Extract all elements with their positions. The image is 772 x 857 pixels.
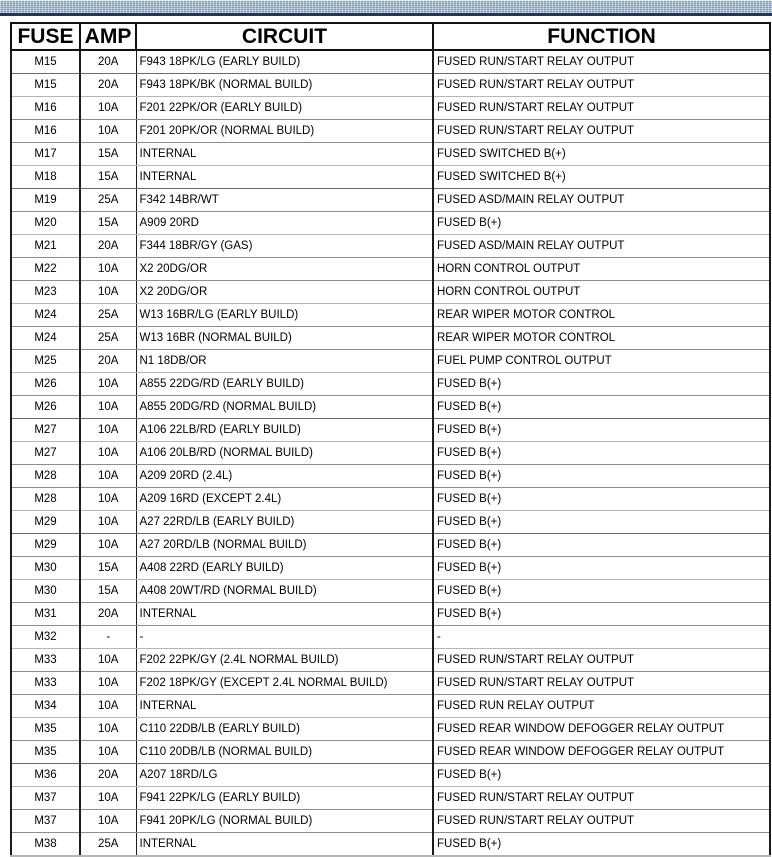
cell-function: FUSED SWITCHED B(+) <box>433 143 770 166</box>
cell-amp: 10A <box>80 488 136 511</box>
cell-amp: 10A <box>80 97 136 120</box>
cell-amp: 15A <box>80 557 136 580</box>
table-row <box>11 557 770 580</box>
cell-function: FUSED RUN/START RELAY OUTPUT <box>433 810 770 833</box>
cell-fuse: M27 <box>11 442 80 465</box>
cell-function: FUSED B(+) <box>433 488 770 511</box>
cell-amp: - <box>80 626 136 649</box>
table-row <box>11 465 770 488</box>
cell-circuit: A106 20LB/RD (NORMAL BUILD) <box>136 442 433 465</box>
cell-function: FUSED B(+) <box>433 396 770 419</box>
table-row <box>11 442 770 465</box>
cell-function: REAR WIPER MOTOR CONTROL <box>433 304 770 327</box>
banner-top-highlight <box>0 0 772 1</box>
table-row <box>11 511 770 534</box>
cell-function: FUSED REAR WINDOW DEFOGGER RELAY OUTPUT <box>433 741 770 764</box>
cell-amp: 10A <box>80 787 136 810</box>
cell-circuit: INTERNAL <box>136 695 433 718</box>
cell-amp: 20A <box>80 50 136 74</box>
column-header-amp: AMP <box>80 23 136 50</box>
cell-amp: 15A <box>80 143 136 166</box>
column-header-function: FUNCTION <box>433 23 770 50</box>
cell-fuse: M15 <box>11 74 80 97</box>
table-row <box>11 626 770 649</box>
cell-fuse: M30 <box>11 580 80 603</box>
banner-bottom-edge <box>0 13 772 16</box>
cell-circuit: X2 20DG/OR <box>136 258 433 281</box>
cell-circuit: F941 22PK/LG (EARLY BUILD) <box>136 787 433 810</box>
cell-circuit: F201 20PK/OR (NORMAL BUILD) <box>136 120 433 143</box>
cell-circuit: INTERNAL <box>136 603 433 626</box>
table-row <box>11 603 770 626</box>
cell-circuit: A855 20DG/RD (NORMAL BUILD) <box>136 396 433 419</box>
cell-function: FUEL PUMP CONTROL OUTPUT <box>433 350 770 373</box>
cell-amp: 10A <box>80 373 136 396</box>
cell-fuse: M22 <box>11 258 80 281</box>
cell-amp: 20A <box>80 74 136 97</box>
table-row <box>11 396 770 419</box>
cell-amp: 25A <box>80 304 136 327</box>
cell-fuse: M24 <box>11 327 80 350</box>
cell-circuit: F943 18PK/LG (EARLY BUILD) <box>136 50 433 74</box>
table-row <box>11 534 770 557</box>
top-decorative-banner <box>0 0 772 16</box>
cell-circuit: C110 22DB/LB (EARLY BUILD) <box>136 718 433 741</box>
cell-fuse: M29 <box>11 534 80 557</box>
cell-function: FUSED B(+) <box>433 442 770 465</box>
cell-function: FUSED SWITCHED B(+) <box>433 166 770 189</box>
cell-circuit: A209 20RD (2.4L) <box>136 465 433 488</box>
cell-amp: 25A <box>80 189 136 212</box>
cell-fuse: M35 <box>11 741 80 764</box>
cell-fuse: M33 <box>11 649 80 672</box>
cell-circuit: INTERNAL <box>136 833 433 857</box>
table-row <box>11 810 770 833</box>
cell-fuse: M35 <box>11 718 80 741</box>
cell-fuse: M16 <box>11 120 80 143</box>
cell-circuit: F201 22PK/OR (EARLY BUILD) <box>136 97 433 120</box>
cell-amp: 20A <box>80 235 136 258</box>
cell-amp: 20A <box>80 350 136 373</box>
cell-circuit: A909 20RD <box>136 212 433 235</box>
cell-fuse: M38 <box>11 833 80 857</box>
cell-function: FUSED RUN/START RELAY OUTPUT <box>433 74 770 97</box>
cell-fuse: M17 <box>11 143 80 166</box>
cell-function: FUSED RUN/START RELAY OUTPUT <box>433 50 770 74</box>
cell-circuit: C110 20DB/LB (NORMAL BUILD) <box>136 741 433 764</box>
cell-fuse: M24 <box>11 304 80 327</box>
cell-amp: 10A <box>80 718 136 741</box>
table-row <box>11 350 770 373</box>
table-header <box>11 23 770 50</box>
cell-circuit: F342 14BR/WT <box>136 189 433 212</box>
cell-amp: 10A <box>80 281 136 304</box>
fuse-table <box>10 22 771 857</box>
cell-circuit: A408 20WT/RD (NORMAL BUILD) <box>136 580 433 603</box>
cell-function: FUSED B(+) <box>433 603 770 626</box>
cell-amp: 10A <box>80 465 136 488</box>
table-row <box>11 764 770 787</box>
cell-fuse: M27 <box>11 419 80 442</box>
cell-function: FUSED B(+) <box>433 212 770 235</box>
table-row <box>11 74 770 97</box>
cell-amp: 20A <box>80 764 136 787</box>
cell-function: FUSED ASD/MAIN RELAY OUTPUT <box>433 235 770 258</box>
cell-function: FUSED ASD/MAIN RELAY OUTPUT <box>433 189 770 212</box>
table-row <box>11 120 770 143</box>
table-row <box>11 672 770 695</box>
cell-function: FUSED B(+) <box>433 580 770 603</box>
banner-blue-band <box>0 0 772 13</box>
cell-circuit: A855 22DG/RD (EARLY BUILD) <box>136 373 433 396</box>
cell-function: FUSED RUN/START RELAY OUTPUT <box>433 649 770 672</box>
cell-fuse: M37 <box>11 787 80 810</box>
table-body <box>11 50 770 856</box>
fuse-table-container <box>10 22 745 857</box>
cell-fuse: M25 <box>11 350 80 373</box>
cell-amp: 10A <box>80 419 136 442</box>
table-row <box>11 50 770 74</box>
table-row <box>11 488 770 511</box>
table-row <box>11 143 770 166</box>
column-header-circuit: CIRCUIT <box>136 23 433 50</box>
cell-fuse: M16 <box>11 97 80 120</box>
cell-amp: 10A <box>80 672 136 695</box>
cell-function: FUSED RUN/START RELAY OUTPUT <box>433 120 770 143</box>
cell-fuse: M32 <box>11 626 80 649</box>
cell-function: FUSED B(+) <box>433 373 770 396</box>
cell-circuit: A209 16RD (EXCEPT 2.4L) <box>136 488 433 511</box>
cell-function: FUSED REAR WINDOW DEFOGGER RELAY OUTPUT <box>433 718 770 741</box>
table-row <box>11 189 770 212</box>
cell-amp: 15A <box>80 212 136 235</box>
cell-function: FUSED B(+) <box>433 534 770 557</box>
cell-amp: 10A <box>80 741 136 764</box>
cell-circuit: F943 18PK/BK (NORMAL BUILD) <box>136 74 433 97</box>
table-row <box>11 833 770 857</box>
table-row <box>11 718 770 741</box>
cell-fuse: M31 <box>11 603 80 626</box>
cell-amp: 20A <box>80 603 136 626</box>
cell-function: FUSED B(+) <box>433 511 770 534</box>
cell-function: FUSED B(+) <box>433 764 770 787</box>
cell-fuse: M20 <box>11 212 80 235</box>
cell-function: FUSED RUN RELAY OUTPUT <box>433 695 770 718</box>
table-row <box>11 258 770 281</box>
table-row <box>11 787 770 810</box>
cell-function: FUSED RUN/START RELAY OUTPUT <box>433 672 770 695</box>
cell-amp: 10A <box>80 258 136 281</box>
cell-circuit: INTERNAL <box>136 143 433 166</box>
cell-function: FUSED B(+) <box>433 465 770 488</box>
cell-circuit: F941 20PK/LG (NORMAL BUILD) <box>136 810 433 833</box>
cell-function: FUSED RUN/START RELAY OUTPUT <box>433 97 770 120</box>
table-row <box>11 327 770 350</box>
cell-amp: 10A <box>80 511 136 534</box>
cell-function: - <box>433 626 770 649</box>
cell-circuit: INTERNAL <box>136 166 433 189</box>
table-row <box>11 649 770 672</box>
table-row <box>11 97 770 120</box>
cell-function: FUSED B(+) <box>433 419 770 442</box>
table-row <box>11 695 770 718</box>
table-row <box>11 304 770 327</box>
cell-circuit: A27 22RD/LB (EARLY BUILD) <box>136 511 433 534</box>
cell-fuse: M34 <box>11 695 80 718</box>
cell-function: HORN CONTROL OUTPUT <box>433 258 770 281</box>
cell-fuse: M21 <box>11 235 80 258</box>
cell-fuse: M19 <box>11 189 80 212</box>
cell-function: HORN CONTROL OUTPUT <box>433 281 770 304</box>
cell-function: FUSED B(+) <box>433 557 770 580</box>
table-row <box>11 419 770 442</box>
table-row <box>11 212 770 235</box>
cell-fuse: M36 <box>11 764 80 787</box>
cell-function: FUSED B(+) <box>433 833 770 857</box>
cell-function: REAR WIPER MOTOR CONTROL <box>433 327 770 350</box>
table-row <box>11 741 770 764</box>
cell-fuse: M28 <box>11 465 80 488</box>
cell-circuit: N1 18DB/OR <box>136 350 433 373</box>
cell-amp: 10A <box>80 695 136 718</box>
table-row <box>11 373 770 396</box>
cell-circuit: F202 22PK/GY (2.4L NORMAL BUILD) <box>136 649 433 672</box>
cell-amp: 10A <box>80 534 136 557</box>
cell-circuit: W13 16BR/LG (EARLY BUILD) <box>136 304 433 327</box>
cell-amp: 25A <box>80 833 136 857</box>
cell-amp: 10A <box>80 396 136 419</box>
cell-amp: 10A <box>80 810 136 833</box>
cell-fuse: M18 <box>11 166 80 189</box>
cell-circuit: A207 18RD/LG <box>136 764 433 787</box>
cell-circuit: A408 22RD (EARLY BUILD) <box>136 557 433 580</box>
cell-fuse: M26 <box>11 396 80 419</box>
cell-fuse: M15 <box>11 50 80 74</box>
cell-fuse: M23 <box>11 281 80 304</box>
cell-fuse: M37 <box>11 810 80 833</box>
cell-fuse: M33 <box>11 672 80 695</box>
header-row <box>11 23 770 50</box>
cell-circuit: A27 20RD/LB (NORMAL BUILD) <box>136 534 433 557</box>
cell-circuit: F202 18PK/GY (EXCEPT 2.4L NORMAL BUILD) <box>136 672 433 695</box>
cell-amp: 10A <box>80 649 136 672</box>
cell-fuse: M28 <box>11 488 80 511</box>
table-row <box>11 166 770 189</box>
cell-circuit: X2 20DG/OR <box>136 281 433 304</box>
table-row <box>11 580 770 603</box>
cell-amp: 10A <box>80 120 136 143</box>
cell-amp: 15A <box>80 580 136 603</box>
cell-fuse: M30 <box>11 557 80 580</box>
cell-circuit: A106 22LB/RD (EARLY BUILD) <box>136 419 433 442</box>
cell-circuit: W13 16BR (NORMAL BUILD) <box>136 327 433 350</box>
table-row <box>11 281 770 304</box>
cell-fuse: M26 <box>11 373 80 396</box>
cell-amp: 10A <box>80 442 136 465</box>
table-row <box>11 235 770 258</box>
cell-function: FUSED RUN/START RELAY OUTPUT <box>433 787 770 810</box>
cell-amp: 15A <box>80 166 136 189</box>
cell-fuse: M29 <box>11 511 80 534</box>
column-header-fuse: FUSE <box>11 23 80 50</box>
cell-circuit: F344 18BR/GY (GAS) <box>136 235 433 258</box>
cell-circuit: - <box>136 626 433 649</box>
cell-amp: 25A <box>80 327 136 350</box>
